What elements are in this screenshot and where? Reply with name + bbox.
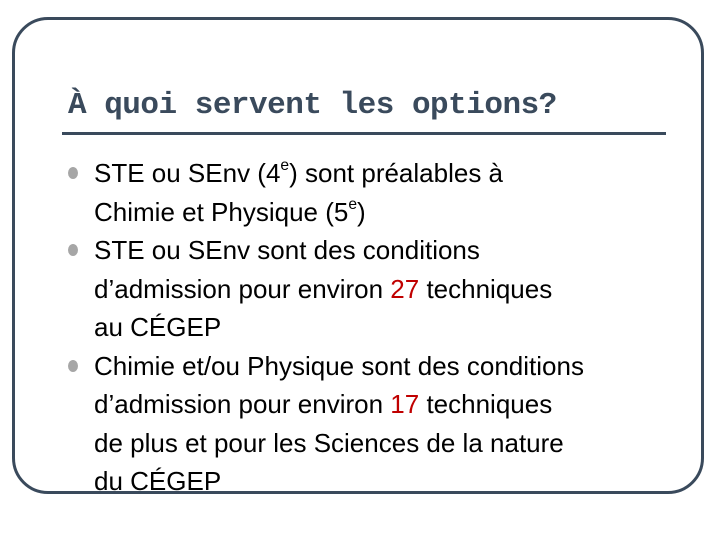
bullet-dot-icon [68,244,78,256]
bullet-2-text-b: d’admission pour environ [94,273,384,304]
bullet-1-superscript-a: e [280,157,290,175]
bullet-3-text-d: de plus et pour les Sciences de la nature [94,427,564,458]
bullet-2-text-c: techniques [426,273,553,304]
bullet-item-1 [68,154,688,231]
bullet-2-text-d: au CÉGEP [94,312,222,342]
bullet-1-text-b: ) sont préalables à [289,158,504,188]
bullet-item-3 [68,347,688,501]
bullet-item-2 [68,231,688,347]
title-underline [62,132,666,135]
bullet-1-text-a: STE ou SEnv (4 [94,158,281,188]
bullet-1-text-d: ) [357,196,366,227]
bullet-3-text-c: techniques [426,389,553,419]
bullet-dot-icon [68,167,78,179]
bullet-2-number: 27 [390,273,420,304]
bullet-list [68,154,688,501]
bullet-3-text-a: Chimie et/ou Physique sont des conditions [94,350,584,381]
slide-title: À quoi servent les options? [68,88,557,123]
bullet-1-superscript-b: e [348,195,358,213]
bullet-2-text-a: STE ou SEnv sont des conditions [94,235,480,265]
bullet-dot-icon [68,360,78,372]
bullet-1-text-c: Chimie et Physique (5 [94,196,349,227]
bullet-3-text-b: d’admission pour environ [94,389,384,419]
bullet-3-text-e: du CÉGEP [94,466,222,496]
bullet-3-number: 17 [390,389,420,419]
